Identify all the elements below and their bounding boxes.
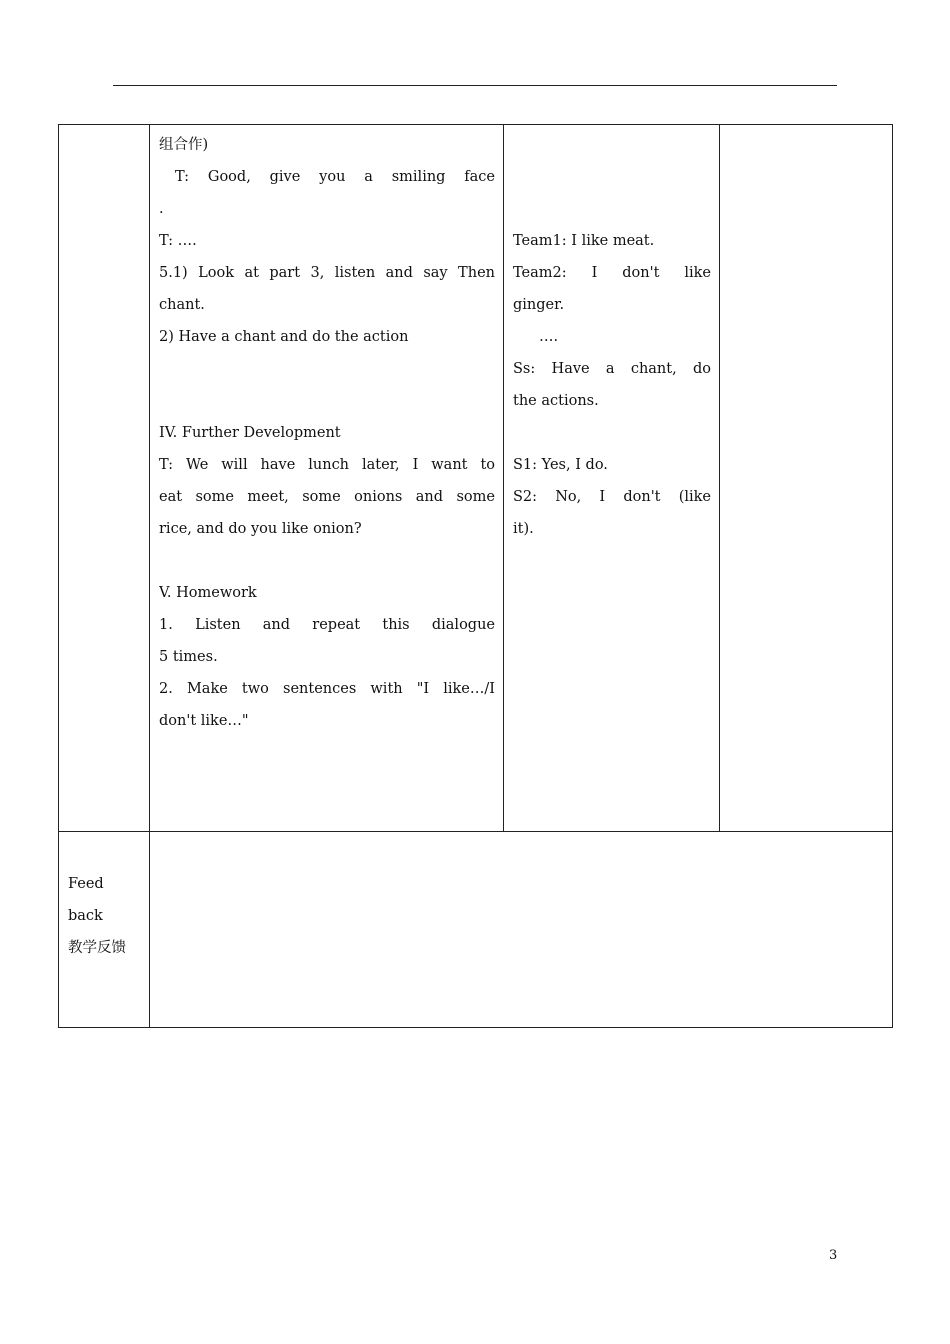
page-number: 3 (829, 1248, 838, 1263)
stage-cell (59, 125, 150, 832)
text-line: chant. (159, 297, 205, 313)
procedure-row (59, 125, 893, 832)
text-line: it). (513, 521, 534, 537)
text-line: S2: No, I don't (like (513, 489, 711, 505)
text-line (159, 353, 495, 385)
text-line: 5.1) Look at part 3, listen and say Then (159, 265, 495, 281)
text-line: rice, and do you like onion? (159, 521, 362, 537)
text-line: ginger. (513, 297, 565, 313)
text-line: 2. Make two sentences with "I like…/I (159, 681, 495, 697)
text-line: Ss: Have a chant, do (513, 361, 711, 377)
text-line: 组合作) (159, 137, 209, 153)
text-line (513, 417, 711, 449)
text-line: T: …. (159, 233, 197, 249)
text-line (159, 385, 495, 417)
feedback-label-line-2: back (68, 908, 103, 924)
student-responses-list (513, 225, 711, 545)
text-line: T: Good, give you a smiling face (175, 169, 495, 185)
student-activities-cell (504, 125, 720, 832)
text-line: 5 times. (159, 649, 218, 665)
text-line: Team1: I like meat. (513, 233, 655, 249)
text-line (159, 545, 495, 577)
feedback-label-line-1: Feed (68, 876, 104, 892)
feedback-row (59, 832, 893, 1028)
header-rule (113, 85, 837, 86)
text-line: the actions. (513, 393, 599, 409)
text-line: eat some meet, some onions and some (159, 489, 495, 505)
teacher-activities-list (159, 129, 495, 737)
feedback-label-line-3: 教学反馈 (68, 940, 126, 956)
lesson-plan-table (58, 124, 893, 1028)
text-line: don't like…" (159, 713, 249, 729)
text-line: S1: Yes, I do. (513, 457, 608, 473)
notes-cell (720, 125, 893, 832)
text-line: IV. Further Development (159, 425, 341, 441)
text-line: 1. Listen and repeat this dialogue (159, 617, 495, 633)
text-line: 2) Have a chant and do the action (159, 329, 409, 345)
text-line: . (159, 201, 164, 217)
feedback-label-cell (59, 832, 150, 1028)
text-line: V. Homework (159, 585, 257, 601)
text-line: …. (539, 329, 559, 345)
text-line: Team2: I don't like (513, 265, 711, 281)
text-line: T: We will have lunch later, I want to (159, 457, 495, 473)
teacher-activities-cell (150, 125, 504, 832)
feedback-content-cell (150, 832, 893, 1028)
